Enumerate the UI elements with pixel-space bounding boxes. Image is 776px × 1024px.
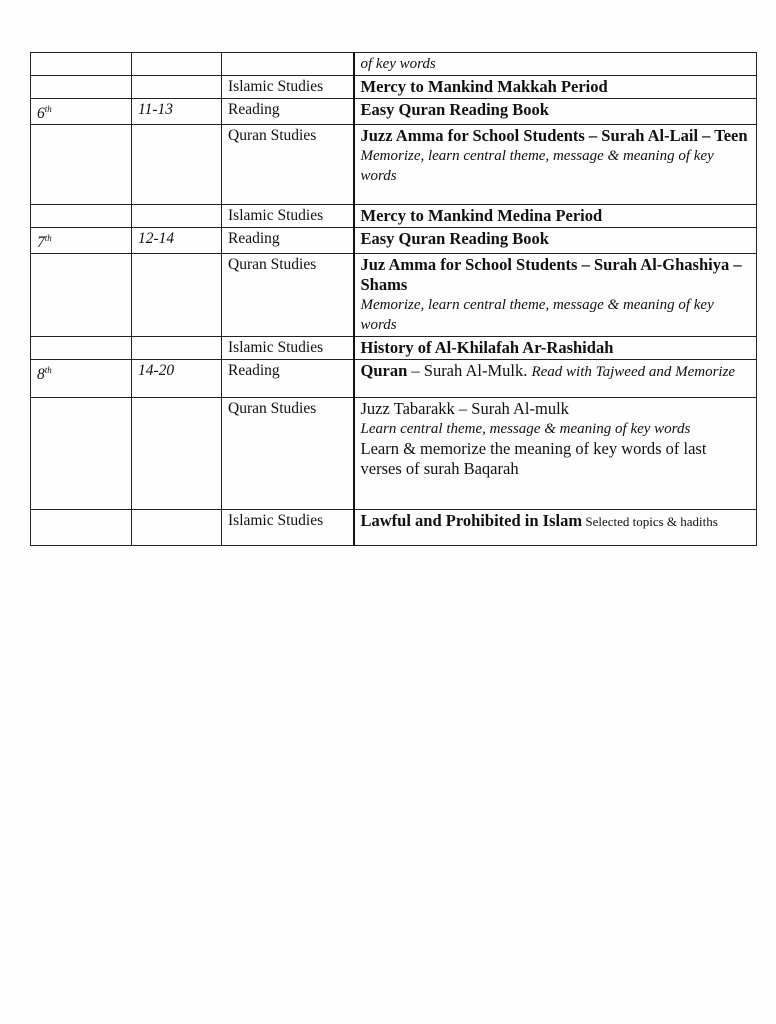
subject-cell	[222, 125, 354, 205]
subject-label: Islamic Studies	[228, 512, 324, 530]
grade-number: 6	[37, 105, 45, 123]
content-cell	[354, 337, 757, 360]
table-row	[31, 205, 757, 228]
curriculum-table-body	[31, 53, 757, 546]
content-line	[361, 54, 751, 74]
grade-cell	[31, 254, 132, 337]
content-line	[361, 229, 751, 249]
age-cell	[132, 254, 222, 337]
subject-label: Reading	[228, 101, 280, 118]
content-line	[361, 255, 751, 295]
age-cell	[132, 53, 222, 76]
content-text: Juz Amma for School Students – Surah Al-Ghashiya – Shams	[360, 255, 742, 295]
content-line	[361, 126, 751, 146]
grade-cell	[31, 76, 132, 99]
table-row	[31, 76, 757, 99]
content-text: Memorize, learn central theme, message & meaning of key words	[360, 297, 714, 334]
subject-cell	[222, 99, 354, 125]
grade-number: 8	[37, 366, 45, 384]
content-line	[361, 146, 751, 186]
content-line	[361, 206, 751, 226]
content-text: Mercy to Mankind Makkah Period	[360, 77, 608, 96]
content-text: – Surah Al-Mulk.	[407, 361, 532, 381]
content-line	[361, 338, 751, 358]
subject-cell	[222, 254, 354, 337]
grade-cell	[31, 228, 132, 254]
subject-cell	[222, 360, 354, 398]
subject-label: Islamic Studies	[228, 78, 324, 95]
content-text: Easy Quran Reading Book	[360, 229, 549, 249]
grade-suffix: th	[44, 365, 52, 376]
subject-label: Quran Studies	[228, 127, 317, 145]
content-line	[361, 361, 751, 382]
content-cell	[354, 228, 757, 254]
age-cell	[132, 398, 222, 510]
content-line	[361, 295, 751, 335]
grade-cell	[31, 205, 132, 228]
age-range: 14-20	[138, 362, 175, 380]
subject-label: Quran Studies	[228, 256, 317, 274]
content-text: Learn central theme, message & meaning of key words	[360, 421, 691, 438]
subject-cell	[222, 76, 354, 99]
age-cell	[132, 510, 222, 546]
content-cell	[354, 360, 757, 398]
age-cell	[132, 205, 222, 228]
content-line	[361, 100, 751, 120]
age-cell	[132, 125, 222, 205]
table-row	[31, 510, 757, 546]
table-row	[31, 254, 757, 337]
content-cell	[354, 510, 757, 546]
grade-suffix: th	[44, 104, 52, 114]
subject-cell	[222, 53, 354, 76]
subject-label: Reading	[228, 362, 280, 380]
curriculum-table	[30, 52, 757, 546]
age-cell	[132, 337, 222, 360]
table-row	[31, 360, 757, 398]
content-cell	[354, 125, 757, 205]
content-text: Selected topics & hadiths	[582, 514, 718, 530]
subject-cell	[222, 205, 354, 228]
content-text: Quran	[360, 361, 408, 381]
content-text: Juzz Tabarakk – Surah Al-mulk	[360, 399, 569, 419]
content-line	[361, 399, 751, 419]
subject-label: Islamic Studies	[228, 207, 324, 225]
subject-label: Quran Studies	[228, 400, 317, 418]
content-cell	[354, 398, 757, 510]
content-text: Lawful and Prohibited in Islam	[360, 511, 583, 531]
table-row	[31, 99, 757, 125]
content-text: of key words	[360, 56, 436, 72]
grade-cell	[31, 398, 132, 510]
content-text: Learn & memorize the meaning of key words of last verses of surah Baqarah	[360, 439, 707, 479]
content-text: History of Al-Khilafah Ar-Rashidah	[360, 338, 614, 358]
grade-cell	[31, 125, 132, 205]
age-cell	[132, 76, 222, 99]
table-row	[31, 228, 757, 254]
content-text: Juzz Amma for School Students – Surah Al-Lail – Teen	[360, 126, 748, 146]
table-row	[31, 337, 757, 360]
content-text: Easy Quran Reading Book	[360, 100, 549, 119]
grade-cell	[31, 99, 132, 125]
content-line	[361, 439, 751, 479]
content-text: Memorize, learn central theme, message & meaning of key words	[360, 148, 714, 185]
age-cell	[132, 360, 222, 398]
content-line	[361, 511, 751, 531]
content-text: Read with Tajweed and Memorize	[531, 364, 736, 381]
content-cell	[354, 205, 757, 228]
table-row	[31, 125, 757, 205]
table-row	[31, 53, 757, 76]
age-range: 12-14	[138, 230, 175, 248]
subject-cell	[222, 510, 354, 546]
grade-number: 7	[37, 234, 45, 252]
content-cell	[354, 53, 757, 76]
content-text: Mercy to Mankind Medina Period	[360, 206, 603, 226]
content-cell	[354, 76, 757, 99]
table-row	[31, 398, 757, 510]
subject-label: Islamic Studies	[228, 339, 324, 357]
age-cell	[132, 99, 222, 125]
subject-cell	[222, 398, 354, 510]
grade-cell	[31, 510, 132, 546]
age-cell	[132, 228, 222, 254]
grade-cell	[31, 53, 132, 76]
age-range: 11-13	[138, 101, 174, 118]
subject-cell	[222, 337, 354, 360]
subject-cell	[222, 228, 354, 254]
grade-cell	[31, 360, 132, 398]
content-cell	[354, 99, 757, 125]
content-line	[361, 77, 751, 97]
content-cell	[354, 254, 757, 337]
subject-label: Reading	[228, 230, 280, 248]
grade-suffix: th	[44, 233, 52, 244]
grade-cell	[31, 337, 132, 360]
content-line	[361, 419, 751, 439]
